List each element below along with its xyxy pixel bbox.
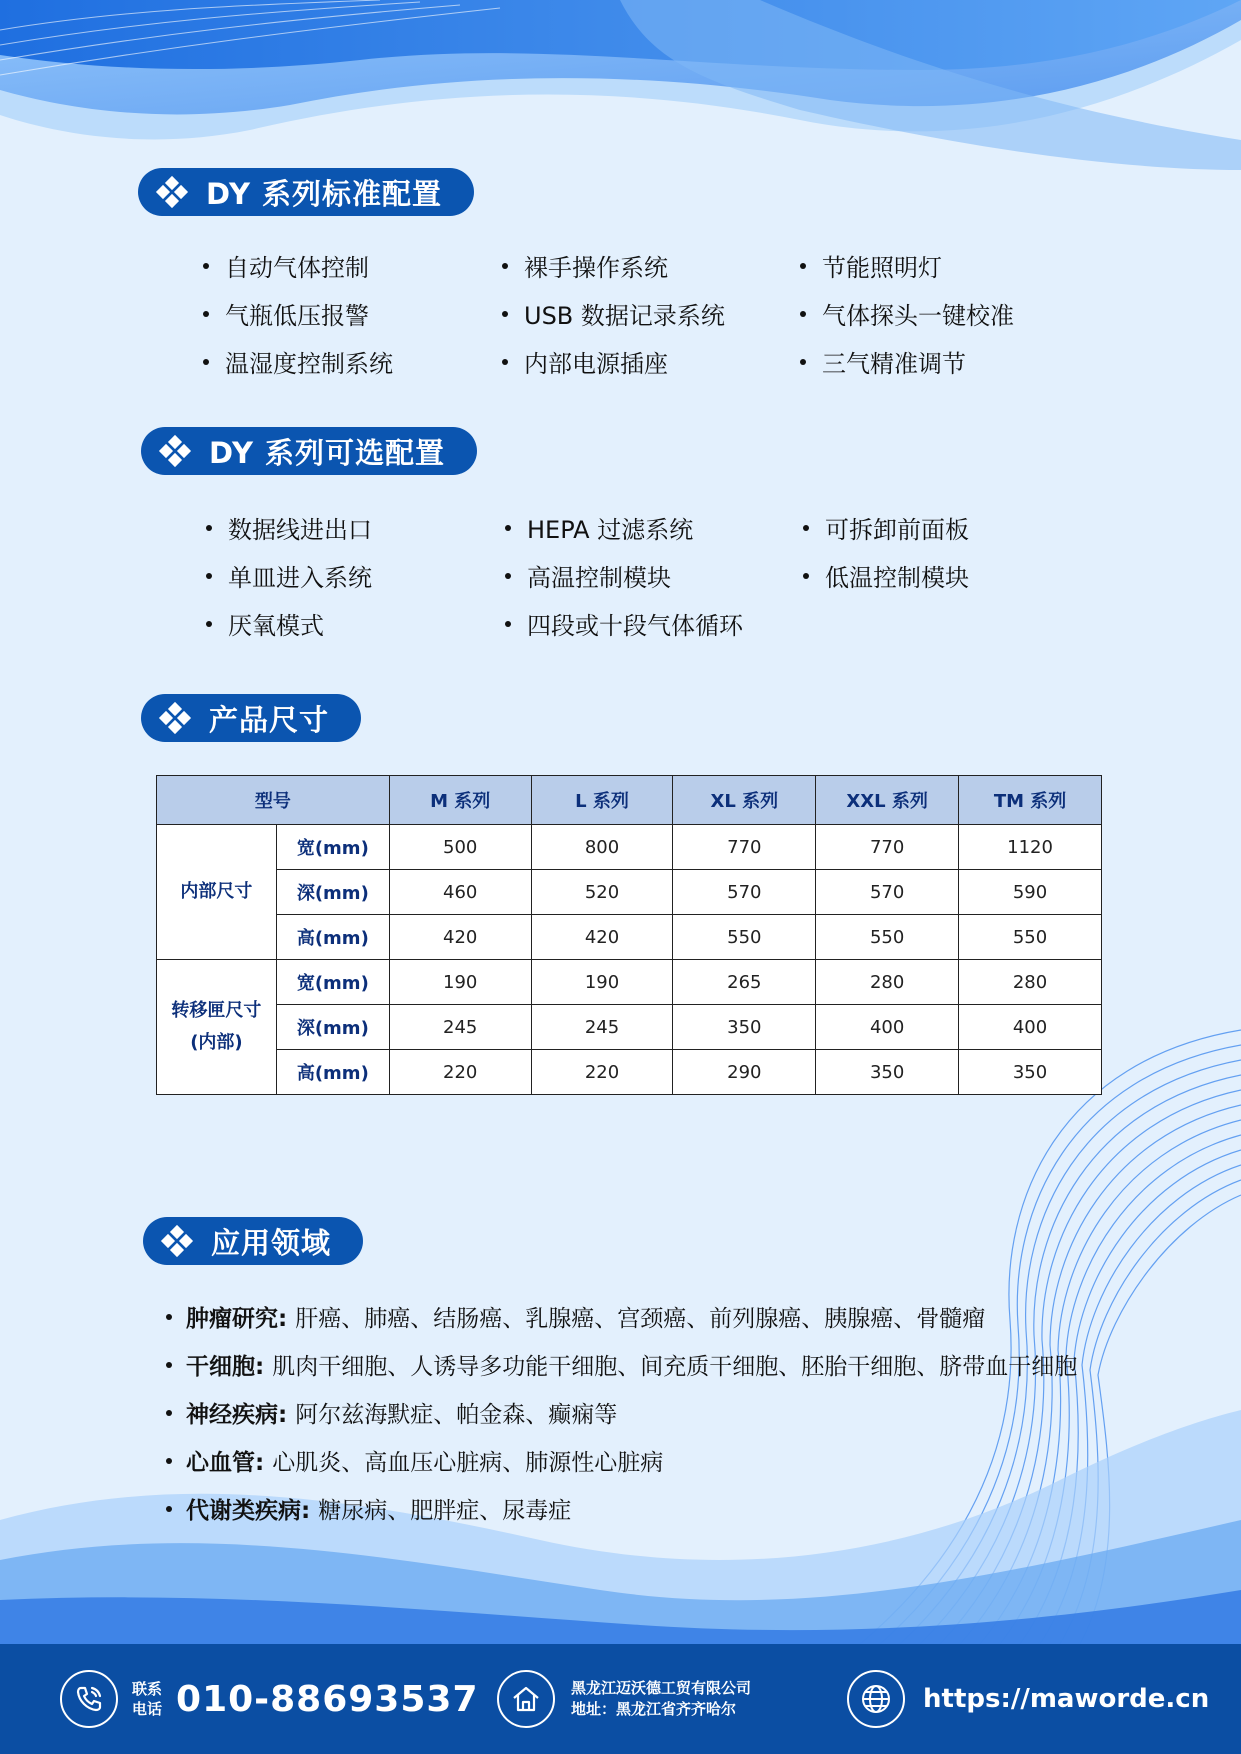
dimensions-heading [141,694,361,742]
table-cell: 350 [673,1005,816,1050]
phone-number: 010-88693537 [176,1678,479,1720]
list-item [166,1492,571,1525]
diamond-bullet-icon [159,702,191,734]
website-link[interactable]: https://maworde.cn [923,1684,1210,1714]
table-cell: 350 [816,1050,959,1095]
table-cell: 190 [389,960,531,1005]
diamond-bullet-icon [159,435,191,467]
list-item: 高温控制模块 [505,558,671,593]
table-cell: 590 [959,870,1102,915]
table-cell: 460 [389,870,531,915]
row-group-label: 内部尺寸 [157,825,277,960]
list-item: HEPA 过滤系统 [505,510,693,545]
table-cell: 550 [673,915,816,960]
table-row [157,1005,1102,1050]
table-row [157,960,1102,1005]
row-group-label-line1: 转移匣尺寸 [171,1000,262,1021]
diamond-bullet-icon [161,1225,193,1257]
home-icon [497,1670,555,1728]
globe-icon [847,1670,905,1728]
list-item: 自动气体控制 [203,248,369,283]
list-item [166,1300,985,1333]
table-cell: 400 [816,1005,959,1050]
table-cell: 190 [531,960,673,1005]
list-item: 内部电源插座 [502,344,668,379]
table-cell: 280 [959,960,1102,1005]
application-label: 心血管: [186,1450,265,1476]
phone-icon [60,1670,118,1728]
application-text: 肌肉干细胞、人诱导多功能干细胞、间充质干细胞、胚胎干细胞、脐带血干细胞 [272,1354,1078,1380]
dimension-label: 宽(mm) [276,960,389,1005]
column-header: 型号 [157,776,390,825]
list-item: 数据线进出口 [206,510,372,545]
table-cell: 245 [389,1005,531,1050]
table-cell: 420 [531,915,673,960]
table-cell: 800 [531,825,673,870]
row-group-label-line2: (内部) [190,1032,243,1053]
dimensions-title: 产品尺寸 [209,702,330,737]
dimension-label: 高(mm) [276,915,389,960]
table-cell: 280 [816,960,959,1005]
optional-config-title: DY 系列可选配置 [209,435,446,470]
dimension-label: 宽(mm) [276,825,389,870]
standard-config-heading [138,168,474,216]
list-item [166,1396,617,1429]
table-row [157,915,1102,960]
application-text: 心肌炎、高血压心脏病、肺源性心脏病 [272,1450,664,1476]
company-text [571,1678,751,1720]
list-item: 气瓶低压报警 [203,296,369,331]
table-cell: 770 [816,825,959,870]
list-item [166,1348,1077,1381]
footer-bar [0,1644,1241,1754]
optional-config-heading [141,427,477,475]
application-label: 肿瘤研究: [186,1306,288,1332]
standard-config-title: DY 系列标准配置 [206,176,443,211]
dimensions-table [156,775,1102,1095]
application-label: 干细胞: [186,1354,265,1380]
table-cell: 400 [959,1005,1102,1050]
website-info [847,1644,1209,1754]
dimension-label: 深(mm) [276,1005,389,1050]
application-label: 代谢类疾病: [186,1498,311,1524]
company-name: 黑龙江迈沃德工贸有限公司 [571,1679,752,1697]
company-address: 地址：黑龙江省齐齐哈尔 [571,1700,737,1718]
applications-heading [143,1217,363,1265]
table-cell: 245 [531,1005,673,1050]
application-text: 糖尿病、肥胖症、尿毒症 [318,1498,572,1524]
column-header: XL 系列 [673,776,816,825]
application-label: 神经疾病: [186,1402,288,1428]
list-item [166,1444,663,1477]
diamond-bullet-icon [156,176,188,208]
table-cell: 420 [389,915,531,960]
table-row [157,825,1102,870]
table-cell: 220 [389,1050,531,1095]
list-item: 四段或十段气体循环 [505,606,743,641]
dimension-label: 高(mm) [276,1050,389,1095]
table-cell: 520 [531,870,673,915]
column-header: TM 系列 [959,776,1102,825]
table-cell: 500 [389,825,531,870]
table-cell: 550 [816,915,959,960]
table-row [157,1050,1102,1095]
table-row [157,870,1102,915]
dimension-label: 深(mm) [276,870,389,915]
column-header: M 系列 [389,776,531,825]
table-cell: 265 [673,960,816,1005]
table-cell: 350 [959,1050,1102,1095]
table-header-row [157,776,1102,825]
contact-phone [60,1644,479,1754]
column-header: XXL 系列 [816,776,959,825]
application-text: 肝癌、肺癌、结肠癌、乳腺癌、宫颈癌、前列腺癌、胰腺癌、骨髓瘤 [295,1306,986,1332]
application-text: 阿尔兹海默症、帕金森、癫痫等 [295,1402,618,1428]
list-item: USB 数据记录系统 [502,296,725,331]
table-cell: 550 [959,915,1102,960]
list-item: 厌氧模式 [206,606,324,641]
list-item: 温湿度控制系统 [203,344,393,379]
list-item: 可拆卸前面板 [803,510,969,545]
list-item: 气体探头一键校准 [800,296,1014,331]
table-cell: 770 [673,825,816,870]
list-item: 三气精准调节 [800,344,966,379]
list-item: 单皿进入系统 [206,558,372,593]
phone-caption: 联系 电话 [132,1680,163,1718]
table-cell: 290 [673,1050,816,1095]
list-item: 裸手操作系统 [502,248,668,283]
column-header: L 系列 [531,776,673,825]
company-info [497,1644,751,1754]
table-cell: 1120 [959,825,1102,870]
table-cell: 570 [673,870,816,915]
row-group-label [157,960,277,1095]
list-item: 低温控制模块 [803,558,969,593]
table-cell: 220 [531,1050,673,1095]
list-item: 节能照明灯 [800,248,942,283]
applications-title: 应用领域 [211,1225,332,1260]
table-cell: 570 [816,870,959,915]
